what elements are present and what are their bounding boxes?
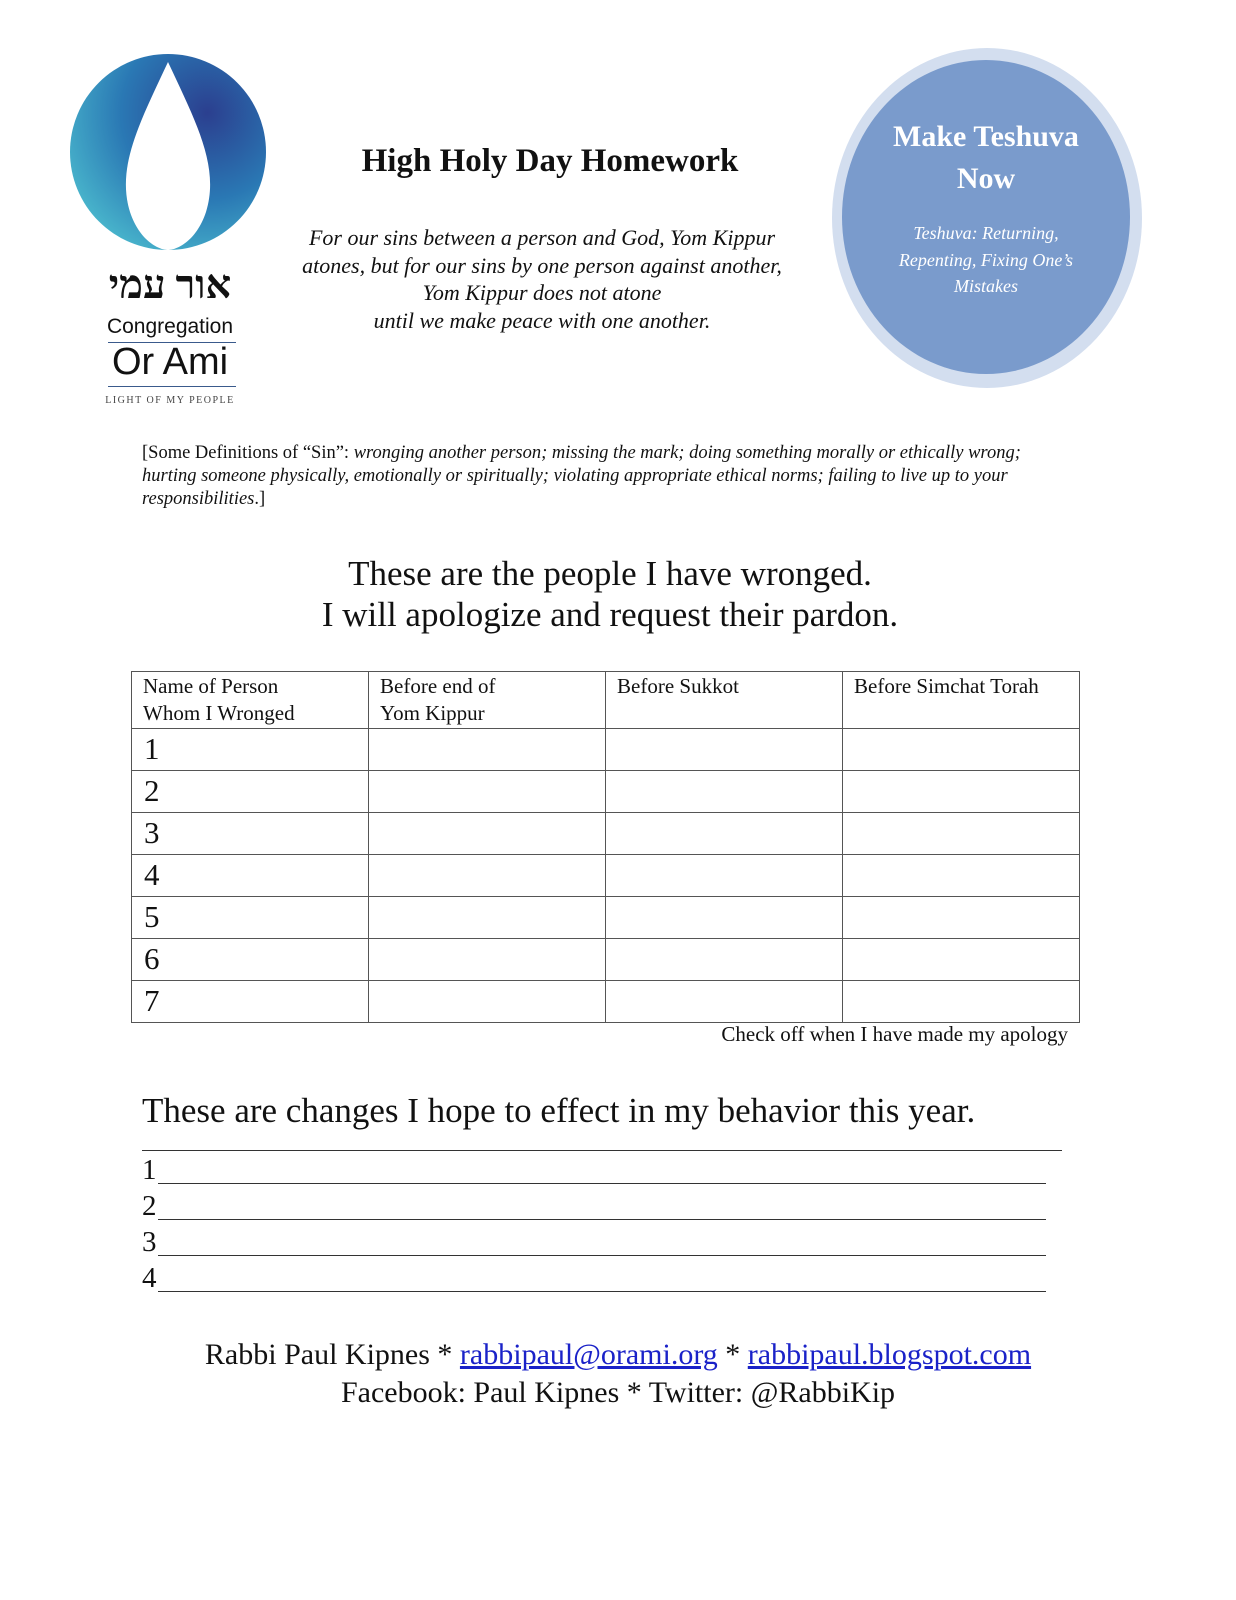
- definitions-close: .]: [254, 489, 266, 509]
- row-number[interactable]: 5: [132, 897, 369, 939]
- changes-divider: [142, 1150, 1062, 1151]
- change-line-blank[interactable]: [158, 1291, 1046, 1293]
- check-cell[interactable]: [843, 939, 1080, 981]
- column-header-sukkot: [606, 672, 843, 729]
- check-cell[interactable]: [606, 897, 843, 939]
- change-line-number: 2: [142, 1190, 157, 1222]
- blog-link[interactable]: rabbipaul.blogspot.com: [747, 1338, 1032, 1371]
- table-row: [132, 897, 1080, 939]
- column-header-line: Whom I Wronged: [143, 701, 295, 725]
- change-line[interactable]: [142, 1154, 1046, 1190]
- badge-title-line: Now: [956, 162, 1016, 195]
- quote-block: [262, 224, 822, 334]
- quote-line: Yom Kippur does not atone: [422, 280, 662, 305]
- change-line-number: 3: [142, 1226, 157, 1258]
- change-line[interactable]: [142, 1190, 1046, 1226]
- logo-hebrew-text: אור עמי: [108, 262, 232, 307]
- change-line-number: 4: [142, 1262, 157, 1294]
- change-line[interactable]: [142, 1226, 1046, 1262]
- badge-subtitle: [870, 220, 1102, 300]
- row-number[interactable]: 6: [132, 939, 369, 981]
- badge-title-line: Make Teshuva: [893, 120, 1079, 153]
- table-row: [132, 981, 1080, 1023]
- check-cell[interactable]: [606, 813, 843, 855]
- check-cell[interactable]: [843, 771, 1080, 813]
- check-cell[interactable]: [369, 939, 606, 981]
- logo-divider: [108, 386, 236, 387]
- column-header-yom-kippur: [369, 672, 606, 729]
- row-number[interactable]: 4: [132, 855, 369, 897]
- wronged-heading-line: I will apologize and request their pardon.: [321, 595, 899, 634]
- check-cell[interactable]: [843, 729, 1080, 771]
- wronged-heading: [250, 553, 970, 635]
- change-line-number: 1: [142, 1154, 157, 1186]
- badge-circle: [842, 60, 1130, 374]
- change-line[interactable]: [142, 1262, 1046, 1298]
- column-header-line: Before end of: [380, 674, 496, 698]
- row-number[interactable]: 3: [132, 813, 369, 855]
- logo-congregation-name: Or Ami: [111, 341, 229, 383]
- badge-subtitle-line: Mistakes: [954, 276, 1018, 296]
- footer-contact: [0, 1336, 1236, 1374]
- check-cell[interactable]: [606, 981, 843, 1023]
- logo-congregation-label: Congregation: [106, 315, 234, 338]
- row-number[interactable]: 1: [132, 729, 369, 771]
- check-cell[interactable]: [369, 771, 606, 813]
- sin-definitions: [142, 442, 1072, 511]
- table-row: [132, 813, 1080, 855]
- badge-title: [858, 116, 1114, 200]
- check-cell[interactable]: [606, 771, 843, 813]
- check-cell[interactable]: [606, 729, 843, 771]
- logo-tagline: LIGHT OF MY PEOPLE: [105, 395, 235, 406]
- check-cell[interactable]: [606, 939, 843, 981]
- email-link[interactable]: rabbipaul@orami.org: [459, 1338, 718, 1371]
- change-line-blank[interactable]: [158, 1183, 1046, 1185]
- check-cell[interactable]: [843, 813, 1080, 855]
- footer-separator: *: [437, 1338, 453, 1371]
- check-cell[interactable]: [369, 855, 606, 897]
- page-title: High Holy Day Homework: [361, 143, 739, 179]
- row-number[interactable]: 2: [132, 771, 369, 813]
- check-cell[interactable]: [369, 897, 606, 939]
- quote-line: atones, but for our sins by one person against another,: [302, 252, 782, 278]
- table-row: [132, 771, 1080, 813]
- column-header-simchat-torah: [843, 672, 1080, 729]
- table-row: [132, 939, 1080, 981]
- column-header-line: Yom Kippur: [380, 701, 485, 725]
- check-cell[interactable]: [843, 981, 1080, 1023]
- column-header-line: Name of Person: [143, 674, 279, 698]
- footer-social: Facebook: Paul Kipnes * Twitter: @RabbiKip: [340, 1376, 896, 1409]
- flame-logo-icon: [68, 52, 268, 252]
- check-cell[interactable]: [606, 855, 843, 897]
- table-row: [132, 729, 1080, 771]
- check-cell[interactable]: [369, 813, 606, 855]
- quote-line: For our sins between a person and God, Yom Kippur: [308, 225, 776, 250]
- table-row: [132, 855, 1080, 897]
- changes-heading: These are changes I hope to effect in my behavior this year.: [142, 1091, 976, 1130]
- column-header-line: Before Sukkot: [617, 674, 739, 698]
- badge-subtitle-line: Teshuva: Returning,: [913, 223, 1059, 243]
- quote-line: until we make peace with one another.: [373, 307, 711, 333]
- change-line-blank[interactable]: [158, 1255, 1046, 1257]
- badge-subtitle-line: Repenting, Fixing One’s: [898, 249, 1074, 270]
- change-line-blank[interactable]: [158, 1219, 1046, 1221]
- apology-table: [131, 671, 1080, 1023]
- footer-separator: *: [725, 1338, 741, 1371]
- definitions-body: wronging another person; missing the mark; doing something morally or ethically wrong; hurting someone physically, emotionally or spiritually; violating appropriate ethical norms; failing to live up to your responsibilities: [142, 443, 1021, 509]
- footer-name: Rabbi Paul Kipnes: [204, 1338, 430, 1371]
- row-number[interactable]: 7: [132, 981, 369, 1023]
- definitions-open: [Some Definitions of “Sin”:: [142, 443, 354, 463]
- wronged-heading-line: These are the people I have wronged.: [348, 554, 872, 593]
- table-header-row: [132, 672, 1080, 729]
- column-header-line: Before Simchat Torah: [854, 674, 1039, 698]
- check-off-note: Check off when I have made my apology: [721, 1022, 1068, 1046]
- column-header-name: [132, 672, 369, 729]
- check-cell[interactable]: [369, 981, 606, 1023]
- check-cell[interactable]: [843, 897, 1080, 939]
- check-cell[interactable]: [843, 855, 1080, 897]
- check-cell[interactable]: [369, 729, 606, 771]
